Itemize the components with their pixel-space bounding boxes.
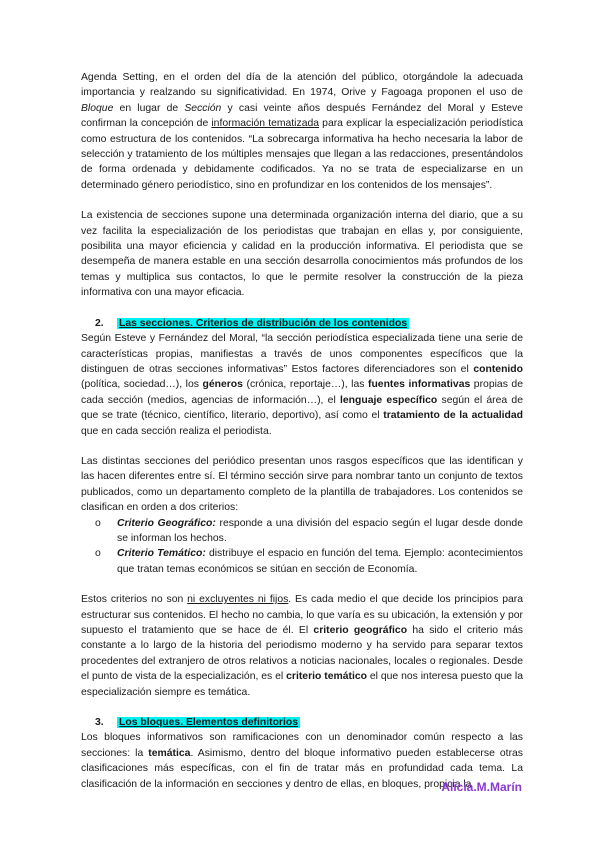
list-item-text: responde a una división del espacio según el lugar desde donde se informan los hechos. — [117, 517, 523, 544]
text-run: propias de cada sección (medios, agencias de información…), el — [81, 379, 523, 406]
italic-term: Sección — [184, 102, 222, 114]
heading-number: 3. — [95, 717, 104, 729]
bold-term: temática — [148, 747, 191, 759]
paragraph-esteve-fernandez — [81, 331, 523, 439]
paragraph-agenda-setting — [81, 70, 523, 193]
text-run: según el área de que se trate (técnico, científico, literario, deportivo), así como el — [81, 394, 523, 422]
text-run: Estos criterios no son — [81, 594, 188, 606]
author-footer: Alicia.M.Marín — [441, 780, 522, 794]
bold-term: criterio temático — [286, 671, 367, 683]
text-run: Agenda Setting, en el orden del día de la atención del público, otorgándole la adecuada importancia y realzando su significatividad. En 1974, Orive y Fagoaga proponen el uso de — [81, 72, 523, 99]
bullet-marker: o — [95, 517, 101, 529]
bold-label: Criterio Temático: — [117, 548, 206, 560]
text-run: . Es cada medio el que decide los principios para estructurar sus contenidos. El hecho no cambia, lo que varía es su ubicación, la extensión y por supuesto el tratamiento que se hace de él. El — [81, 594, 523, 636]
bold-term: lenguaje específico — [340, 394, 438, 406]
text-run: que en cada sección realiza el periodista. — [81, 425, 272, 437]
italic-term: Bloque — [81, 102, 114, 114]
bold-term: criterio geográfico — [313, 625, 408, 636]
text-run: y casi veinte años después Fernández del Moral y Esteve confirman la concepción de — [81, 102, 523, 130]
underlined-term: ni excluyentes ni fijos — [187, 594, 289, 606]
text-run: (política, sociedad…), los — [81, 379, 203, 391]
paragraph-distintas-secciones: Las distintas secciones del periódico presentan unos rasgos específicos que las identifican y las hacen diferentes entre sí. El término sección sirve para nombrar tanto un conjunto de textos publicados, como un departamento completo de la plantilla de trabajadores. Los contenidos se clasifican en orden a dos criterios: — [81, 455, 523, 514]
list-item-text: distribuye el espacio en función del tema. Ejemplo: acontecimientos que tratan temas económicos se sitúan en sección de Economía. — [117, 548, 523, 575]
document-body — [81, 70, 523, 792]
bold-term: contenido — [473, 363, 523, 375]
bold-term: fuentes informativas — [367, 379, 471, 391]
heading-title — [117, 717, 300, 728]
section-heading-3 — [81, 715, 523, 730]
text-run: Según Esteve y Fernández del Moral, “la sección periodística especializada tiene una serie de características propias, manifiestas a través de unos componentes específicos que la distinguen de otras secciones informativas” Estos factores diferenciadores son el — [81, 333, 523, 375]
list-item — [81, 516, 523, 547]
bullet-marker: o — [95, 548, 101, 560]
heading-title-text: Las secciones. Criterios de distribución de los contenidos — [119, 317, 408, 329]
paragraph-secciones-organizacion: La existencia de secciones supone una determinada organización interna del diario, que a su vez facilita la especialización de los periodistas que trabajan en ellas y, por consiguiente, posibilita una mayor eficiencia y calidad en la producción informativa. El periodista que se desempeña de manera estable en una sección desarrolla conocimientos más profundos de los temas y multiplica sus contactos, lo que le permite resolver la construcción de la pieza informativa con una mayor eficacia. — [81, 210, 523, 299]
paragraph-criterios-no-fijos — [81, 592, 523, 700]
heading-number: 2. — [95, 317, 104, 329]
heading-title — [117, 318, 409, 329]
text-run: en lugar de — [113, 102, 185, 114]
bold-term: géneros — [202, 379, 243, 391]
heading-title-text: Los bloques. Elementos definitorios — [119, 717, 298, 729]
text-run: el que nos interesa puesto que la especialización siempre es temática. — [81, 671, 524, 698]
text-run: ha sido el criterio más constante a lo largo de la historia del periodismo moderno y ha servido para separar textos procedentes del extranjero de otros relativos a noticias nacionales, locales o regionales. Desde el punto de vista de la especialización, es el — [81, 625, 523, 683]
text-run: . Asimismo, dentro del bloque informativo pueden establecerse otras clasificaciones más específicas, con el fin de tratar más en profundidad cada tema. La clasificación de la información en secciones y dentro de ellas, en bloques, propicia la — [81, 747, 524, 790]
criteria-list — [81, 516, 523, 578]
text-run: Los bloques informativos son ramificaciones con un denominador común respecto a las secciones: la — [81, 732, 523, 759]
bold-label: Criterio Geográfico: — [117, 517, 216, 529]
text-run: (crónica, reportaje…), las — [242, 379, 368, 391]
section-heading-2 — [81, 316, 523, 331]
underlined-term: información tematizada — [211, 118, 320, 130]
list-item — [81, 546, 523, 577]
bold-term: tratamiento de la actualidad — [383, 410, 523, 422]
text-run: para explicar la especialización periodística como estructura de los contenidos. “La sobrecarga informativa ha hecho necesaria la labor de selección y tratamiento de los múltiples mensajes que llegan a las redacciones, presentándolos de forma ordenada y debidamente codificados. Ya no se trata de especializarse en un determinado género periodístico, sino en profundizar en los contenidos de los mensajes”. — [81, 118, 523, 191]
